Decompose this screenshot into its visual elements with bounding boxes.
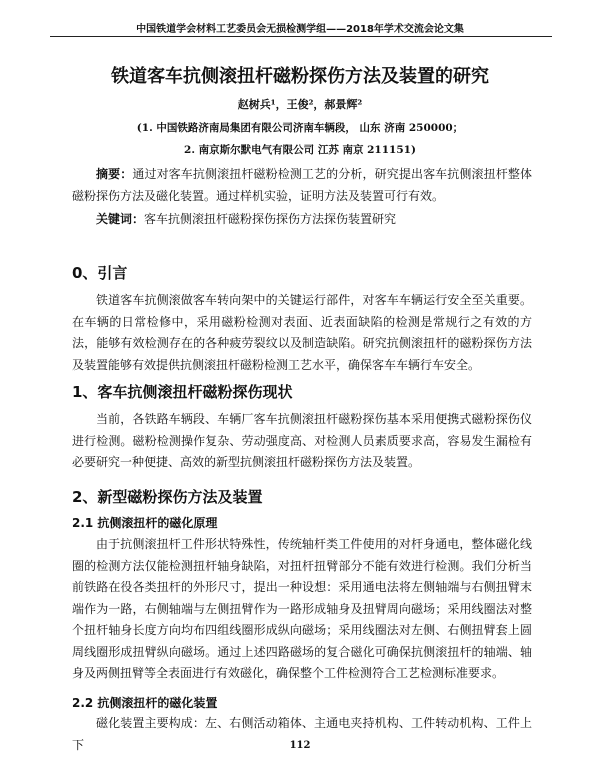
abstract bbox=[72, 164, 532, 207]
subsection-heading-magnetization-device: 2.2 抗侧滚扭杆的磁化装置 bbox=[72, 696, 218, 710]
abstract-text: 通过对客车抗侧滚扭杆磁粉检测工艺的分析，研究提出客车抗侧滚扭杆整体磁粉探伤方法及磁化装置。通过样机实验，证明方法及装置可行有效。 bbox=[72, 167, 532, 203]
paper-title: 铁道客车抗侧滚扭杆磁粉探伤方法及装置的研究 bbox=[111, 66, 489, 87]
section-heading-method: 2、新型磁粉探伤方法及装置 bbox=[72, 488, 263, 506]
magnetization-principle-paragraph: 由于抗侧滚扭杆工件形状特殊性，传统轴杆类工件使用的对杆身通电，整体磁化线圈的检测方法仅能检测扭杆轴身缺陷，对扭杆扭臂部分不能有效进行检测。我们分析当前铁路在役各类扭杆的外形尺寸，提出一种设想：采用通电法将左侧轴端与右侧扭臂末端作为一路，右侧轴端与左侧扭臂作为一路形成轴身及扭臂周向磁场；采用线圈法对整个扭杆轴身长度方向均布四组线圈形成纵向磁场；采用线圈法对左侧、右侧扭臂套上圆周线圈形成扭臂纵向磁场。通过上述四路磁场的复合磁化可确保抗侧滚扭杆的轴端、轴身及两侧扭臂等全表面进行有效磁化，确保整个工件检测符合工艺检测标准要求。 bbox=[72, 537, 532, 680]
status-paragraph: 当前，各铁路车辆段、车辆厂客车抗侧滚扭杆磁粉探伤基本采用便携式磁粉探伤仪进行检测。磁粉检测操作复杂、劳动强度高、对检测人员素质要求高，容易发生漏检有必要研究一种便捷、高效的新型抗侧滚扭杆磁粉探伤方法及装置。 bbox=[72, 412, 532, 469]
section-heading-introduction: 0、引言 bbox=[72, 264, 128, 282]
keywords-text: 客车抗侧滚扭杆磁粉探伤探伤方法探伤装置研究 bbox=[144, 212, 397, 226]
subsection-heading-magnetization-principle: 2.1 抗侧滚扭杆的磁化原理 bbox=[72, 516, 218, 530]
keywords-label: 关键词： bbox=[96, 212, 145, 226]
section-heading-status: 1、客车抗侧滚扭杆磁粉探伤现状 bbox=[72, 383, 293, 401]
introduction-paragraph: 铁道客车抗侧滚做客车转向架中的关键运行部件，对客车车辆运行安全至关重要。在车辆的日常检修中，采用磁粉检测对表面、近表面缺陷的检测是常规行之有效的方法，能够有效检测存在的各种疲劳裂纹以及制造缺陷。研究抗侧滚扭杆的磁粉探伤方法及装置能够有效提供抗侧滚扭杆磁粉检测工艺水平，确保客车车辆行车安全。 bbox=[72, 293, 532, 372]
affiliation-2: 2. 南京斯尔默电气有限公司 江苏 南京 211151) bbox=[184, 144, 416, 156]
affiliation-1: (1. 中国铁路济南局集团有限公司济南车辆段， 山东 济南 250000； bbox=[136, 122, 464, 134]
magnetization-device-paragraph: 磁化装置主要构成：左、右侧活动箱体、主通电夹持机构、工件转动机构、工件上下 bbox=[72, 716, 532, 752]
running-header: 中国铁道学会材料工艺委员会无损检测学组——2018年学术交流会论文集 bbox=[136, 24, 464, 35]
keywords bbox=[72, 209, 532, 231]
header-rule bbox=[50, 36, 552, 37]
page-number: 112 bbox=[289, 740, 311, 751]
paper-authors: 赵树兵¹，王俊²，郝景辉² bbox=[237, 98, 363, 111]
abstract-label: 摘要： bbox=[96, 167, 133, 181]
